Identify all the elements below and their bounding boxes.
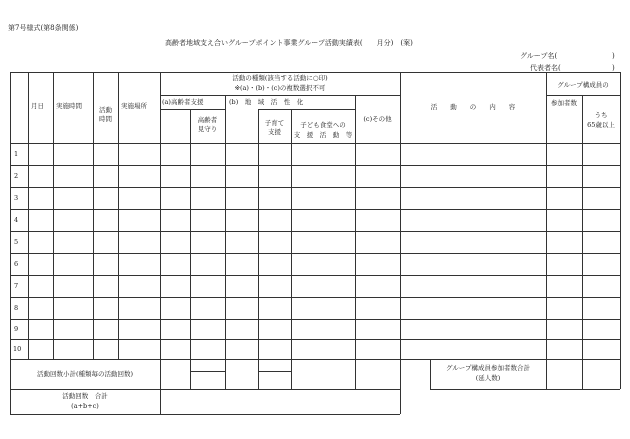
header-a-sub-line1: 高齢者 [197, 116, 218, 124]
row-number: 7 [14, 282, 19, 290]
header-participants: 参加者数 [551, 99, 577, 107]
members-total-line2: (延人数) [475, 374, 501, 382]
header-activity-type: 活動の種類(該当する活動に○印) [232, 74, 328, 82]
total-label-line1: 活動回数 合計 [62, 392, 108, 400]
row-number: 8 [14, 304, 19, 312]
header-b-community: (b) 地 域 活 性 化 [229, 98, 304, 106]
header-members: グループ構成員の [557, 81, 609, 89]
row-number: 1 [14, 150, 19, 158]
representative-name-label: 代表者名( [530, 64, 561, 72]
header-activity-type-note: ※(a)・(b)・(c)の複数選択不可 [234, 84, 326, 92]
row-number: 9 [14, 325, 19, 333]
header-a-sub-line2: 見守り [197, 125, 218, 133]
header-b-kids-cafeteria-line2: 支 援 活 動 等 [293, 131, 353, 139]
group-name-label: グループ名( [520, 52, 558, 60]
header-age-line1: うち [594, 111, 608, 119]
header-activity-time: 実施時間 [56, 102, 82, 110]
form-number: 第7号様式(第8条関係) [8, 24, 79, 32]
row-number: 4 [14, 216, 19, 224]
header-age-line2: 65歳以上 [587, 121, 615, 129]
header-activity-content: 活 動 の 内 容 [430, 103, 516, 111]
row-number: 6 [14, 260, 19, 268]
row-number: 5 [14, 238, 19, 246]
row-number: 10 [13, 345, 22, 353]
header-b-childcare-line1: 子育て [264, 119, 285, 127]
subtotal-label: 活動回数小計(種類毎の活動回数) [36, 370, 134, 378]
header-a-elderly-support: (a)高齢者支援 [162, 98, 204, 106]
header-duration-line2: 時間 [99, 115, 112, 123]
header-duration-line1: 活動 [99, 106, 112, 114]
row-number: 3 [14, 194, 19, 202]
representative-name-close: ) [612, 64, 615, 72]
header-b-kids-cafeteria-line1: 子ども食堂への [300, 121, 346, 129]
row-number: 2 [14, 172, 19, 180]
header-c-other: (c)その他 [363, 115, 392, 123]
group-name-close: ) [612, 52, 615, 60]
header-month-day: 月日 [31, 102, 44, 110]
members-total-line1: グループ構成員参加者数合計 [446, 364, 530, 372]
header-b-childcare-line2: 支援 [268, 128, 281, 136]
header-place: 実施場所 [121, 102, 147, 110]
total-label-line2: (a+b+c) [71, 402, 99, 410]
form-title: 高齢者地域支え合いグループポイント事業グループ活動実績表( 月分) (案) [165, 39, 413, 47]
